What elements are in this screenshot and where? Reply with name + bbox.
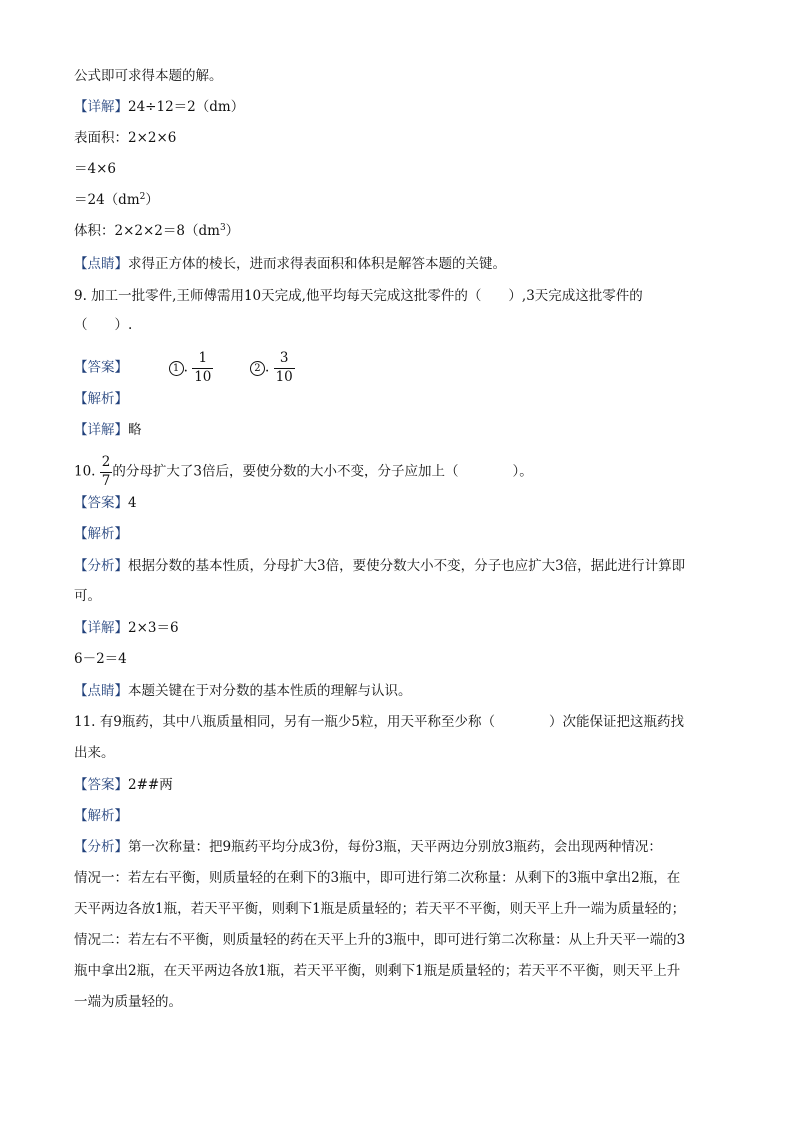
analysis-line	[74, 806, 128, 826]
fenxi-label: 【分析】	[74, 839, 128, 855]
detail-label: 【详解】	[74, 422, 128, 438]
fenxi-line-2	[74, 868, 680, 888]
detail-label: 【详解】	[74, 99, 128, 115]
dianjing-line	[74, 254, 506, 274]
dianjing-line	[74, 681, 412, 701]
circled-number-2: 2	[250, 361, 265, 376]
fraction	[192, 352, 213, 384]
detail-text: 6－2＝4	[74, 651, 127, 667]
answer-value: 4	[128, 495, 137, 511]
text-line	[74, 66, 223, 86]
dianjing-label: 【点睛】	[74, 683, 128, 699]
analysis-label: 【解析】	[74, 526, 128, 542]
line-text: ＝4×6	[74, 161, 116, 177]
detail-label: 【详解】	[74, 620, 128, 636]
fenxi-line-5	[74, 961, 680, 981]
question-11-line-1	[74, 712, 684, 732]
analysis-line	[74, 389, 128, 409]
superscript: 3	[219, 223, 226, 233]
question-text: （ ）.	[74, 317, 133, 333]
calc-line	[74, 159, 116, 179]
answer-label: 【答案】	[74, 359, 128, 376]
detail-line	[74, 618, 179, 638]
question-11-line-2	[74, 743, 115, 763]
fenxi-line-3	[74, 899, 685, 919]
surface-area-result	[74, 190, 159, 210]
question-10-line	[74, 456, 533, 488]
answer-line	[74, 775, 173, 795]
question-9-line-1	[74, 286, 643, 306]
fenxi-line-1	[74, 837, 662, 857]
fenxi-text: 第一次称量：把9瓶药平均分成3份，每份3瓶，天平两边分别放3瓶药，会出现两种情况：	[128, 839, 662, 855]
calc-line	[74, 649, 127, 669]
denominator: 10	[194, 368, 212, 385]
detail-line	[74, 420, 142, 440]
denominator: 7	[101, 472, 111, 489]
volume-line	[74, 221, 239, 241]
dianjing-label: 【点睛】	[74, 256, 128, 272]
surface-area-line	[74, 128, 176, 148]
question-text: 的分母扩大了3倍后，要使分数的大小不变，分子应加上（ ）。	[112, 463, 533, 480]
fenxi-line-2	[74, 586, 101, 606]
circled-number-1: 1	[169, 361, 184, 376]
numerator: 1	[192, 352, 213, 369]
answer-label: 【答案】	[74, 495, 128, 511]
line-text: ）	[225, 223, 240, 239]
fenxi-text: 情况一：若左右平衡，则质量轻的在剩下的3瓶中，即可进行第二次称量：从剩下的3瓶中拿出2瓶，在	[74, 870, 681, 886]
question-text: 出来。	[74, 745, 115, 761]
question-text: 9. 加工一批零件,王师傅需用10天完成,他平均每天完成这批零件的（ ）,3天完成这批零件的	[74, 288, 643, 304]
fenxi-label: 【分析】	[74, 558, 128, 574]
fenxi-text: 根据分数的基本性质，分母扩大3倍，要使分数大小不变，分子也应扩大3倍，据此进行计算即	[128, 558, 686, 574]
superscript: 2	[139, 192, 146, 202]
answer-line	[74, 493, 137, 513]
line-text: 体积：2×2×2＝8（dm	[74, 223, 220, 239]
question-number: 10.	[74, 463, 96, 480]
fenxi-text: 可。	[74, 588, 101, 604]
fraction	[100, 456, 113, 488]
numerator: 3	[274, 352, 295, 369]
detail-text: 24÷12＝2（dm）	[128, 99, 245, 115]
fenxi-line-4	[74, 930, 685, 950]
fenxi-text: 瓶中拿出2瓶，在天平两边各放1瓶，若天平平衡，则剩下1瓶是质量轻的；若天平不平衡，则天平上升	[74, 963, 681, 979]
answer-value: 2##两	[128, 777, 173, 793]
detail-line	[74, 97, 244, 117]
answer-label: 【答案】	[74, 777, 128, 793]
numerator: 2	[100, 456, 113, 473]
fraction	[274, 352, 295, 384]
fenxi-text: 情况二：若左右不平衡，则质量轻的药在天平上升的3瓶中，即可进行第二次称量：从上升天平一端的3	[74, 932, 686, 948]
fenxi-line-6	[74, 992, 182, 1012]
detail-text: 2×3＝6	[128, 620, 179, 636]
analysis-label: 【解析】	[74, 391, 128, 407]
analysis-label: 【解析】	[74, 808, 128, 824]
denominator: 10	[275, 368, 293, 385]
line-text: 公式即可求得本题的解。	[74, 68, 223, 84]
line-text: ）	[145, 192, 159, 208]
fenxi-line-1	[74, 556, 685, 576]
detail-text: 略	[128, 422, 142, 438]
line-text: 表面积：2×2×6	[74, 130, 177, 146]
dianjing-text: 求得正方体的棱长，进而求得表面积和体积是解答本题的关键。	[128, 256, 506, 272]
question-9-line-2	[74, 315, 132, 335]
fenxi-text: 天平两边各放1瓶，若天平平衡，则剩下1瓶是质量轻的；若天平不平衡，则天平上升一端为质量轻的；	[74, 901, 686, 917]
question-text: 11. 有9瓶药，其中八瓶质量相同，另有一瓶少5粒，用天平称至少称（ ）次能保证把这瓶药找	[74, 714, 684, 730]
question-9-answer: 【答案】 1 . $\frac{1}{10}$ 2 . $\frac{3}{10}$	[74, 350, 293, 385]
fenxi-text: 一端为质量轻的。	[74, 994, 182, 1010]
line-text: ＝24（dm	[74, 192, 140, 208]
dianjing-text: 本题关键在于对分数的基本性质的理解与认识。	[128, 683, 412, 699]
analysis-line	[74, 524, 128, 544]
